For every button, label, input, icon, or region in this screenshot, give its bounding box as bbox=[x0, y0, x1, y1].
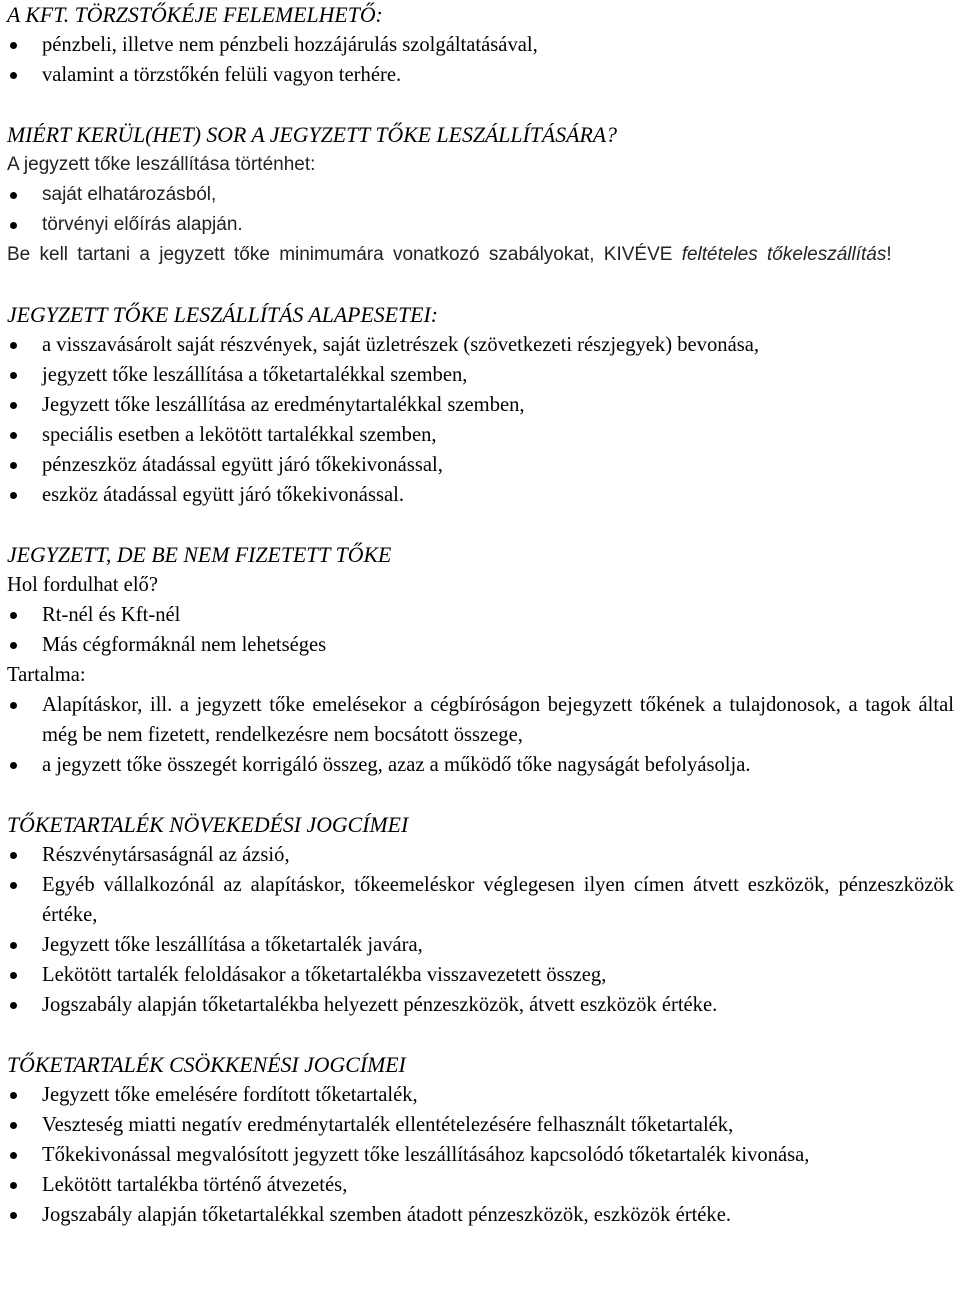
list-item: Alapításkor, ill. a jegyzett tőke emelésekor a cégbíróságon bejegyzett tőkének a tulajdonosok, a tagok által még be nem fizetett, rendelkezésre nem bocsátott összege, bbox=[7, 690, 954, 750]
bullet-list bbox=[7, 330, 954, 510]
bullet-icon bbox=[10, 1122, 17, 1129]
list-item: Jegyzett tőke emelésére fordított tőketartalék, bbox=[7, 1080, 954, 1110]
note-text: Be kell tartani a jegyzett tőke minimumára vonatkozó szabályokat, KIVÉVE feltételes tőkeleszállítás! bbox=[7, 244, 892, 265]
section-miert bbox=[7, 120, 954, 270]
bullet-list bbox=[7, 1080, 954, 1230]
bullet-icon bbox=[10, 942, 17, 949]
bullet-icon bbox=[10, 1092, 17, 1099]
bullet-list bbox=[7, 840, 954, 1020]
spacer bbox=[7, 1020, 954, 1050]
bullet-icon bbox=[10, 432, 17, 439]
bullet-icon bbox=[10, 1002, 17, 1009]
section-tt-csokkenes bbox=[7, 1050, 954, 1230]
list-item: Rt-nél és Kft-nél bbox=[7, 600, 954, 630]
bullet-icon bbox=[10, 462, 17, 469]
spacer bbox=[7, 90, 954, 120]
section-be-nem-fizetett bbox=[7, 540, 954, 780]
list-item: pénzbeli, illetve nem pénzbeli hozzájárulás szolgáltatásával, bbox=[7, 30, 954, 60]
bullet-icon bbox=[10, 612, 17, 619]
list-item: Tőkekivonással megvalósított jegyzett tőke leszállításához kapcsolódó tőketartalék kivonása, bbox=[7, 1140, 954, 1170]
bullet-list bbox=[7, 690, 954, 780]
list-item: a jegyzett tőke összegét korrigáló összeg, azaz a működő tőke nagyságát befolyásolja. bbox=[7, 750, 954, 780]
bullet-icon bbox=[10, 642, 17, 649]
section-heading: MIÉRT KERÜL(HET) SOR A JEGYZETT TŐKE LESZÁLLÍTÁSÁRA? bbox=[7, 123, 617, 147]
bullet-list bbox=[7, 600, 954, 660]
bullet-icon bbox=[10, 402, 17, 409]
bullet-icon bbox=[10, 222, 17, 229]
bullet-icon bbox=[10, 492, 17, 499]
section-heading: TŐKETARTALÉK CSÖKKENÉSI JOGCÍMEI bbox=[7, 1053, 406, 1077]
list-item: saját elhatározásból, bbox=[7, 180, 954, 210]
list-item: törvényi előírás alapján. bbox=[7, 210, 954, 240]
list-item: a visszavásárolt saját részvények, saját üzletrészek (szövetkezeti részjegyek) bevonása, bbox=[7, 330, 954, 360]
list-item: Részvénytársaságnál az ázsió, bbox=[7, 840, 954, 870]
bullet-icon bbox=[10, 372, 17, 379]
bullet-icon bbox=[10, 972, 17, 979]
list-item: Egyéb vállalkozónál az alapításkor, tőkeemeléskor véglegesen ilyen címen átvett eszközök, pénzeszközök értéke, bbox=[7, 870, 954, 930]
bullet-icon bbox=[10, 762, 17, 769]
bullet-icon bbox=[10, 1182, 17, 1189]
bullet-icon bbox=[10, 1212, 17, 1219]
intro-text: A jegyzett tőke leszállítása történhet: bbox=[7, 154, 316, 175]
section-heading: JEGYZETT TŐKE LESZÁLLÍTÁS ALAPESETEI: bbox=[7, 303, 438, 327]
list-item: Veszteség miatti negatív eredménytartalék ellentételezésére felhasznált tőketartalék, bbox=[7, 1110, 954, 1140]
list-item: speciális esetben a lekötött tartalékkal szemben, bbox=[7, 420, 954, 450]
list-item: Jegyzett tőke leszállítása a tőketartalék javára, bbox=[7, 930, 954, 960]
section-heading: A KFT. TÖRZSTŐKÉJE FELEMELHETŐ: bbox=[7, 3, 383, 27]
question-text: Hol fordulhat elő? bbox=[7, 574, 158, 596]
list-item: Jegyzett tőke leszállítása az eredménytartalékkal szemben, bbox=[7, 390, 954, 420]
bullet-icon bbox=[10, 882, 17, 889]
section-heading: JEGYZETT, DE BE NEM FIZETETT TŐKE bbox=[7, 543, 392, 567]
section-heading: TŐKETARTALÉK NÖVEKEDÉSI JOGCÍMEI bbox=[7, 813, 409, 837]
bullet-icon bbox=[10, 72, 17, 79]
section-tt-novekedes bbox=[7, 810, 954, 1020]
section-alapesetei bbox=[7, 300, 954, 510]
list-item: Lekötött tartalék feloldásakor a tőketartalékba visszavezetett összeg, bbox=[7, 960, 954, 990]
bullet-icon bbox=[10, 342, 17, 349]
bullet-icon bbox=[10, 1152, 17, 1159]
list-item: Lekötött tartalékba történő átvezetés, bbox=[7, 1170, 954, 1200]
bullet-icon bbox=[10, 42, 17, 49]
bullet-icon bbox=[10, 702, 17, 709]
bullet-icon bbox=[10, 852, 17, 859]
bullet-list bbox=[7, 180, 954, 240]
list-item: eszköz átadással együtt járó tőkekivonással. bbox=[7, 480, 954, 510]
spacer bbox=[7, 270, 954, 300]
list-item: Jogszabály alapján tőketartalékkal szemben átadott pénzeszközök, eszközök értéke. bbox=[7, 1200, 954, 1230]
question-text: Tartalma: bbox=[7, 664, 86, 686]
list-item: jegyzett tőke leszállítása a tőketartalékkal szemben, bbox=[7, 360, 954, 390]
bullet-list bbox=[7, 30, 954, 90]
list-item: Jogszabály alapján tőketartalékba helyezett pénzeszközök, átvett eszközök értéke. bbox=[7, 990, 954, 1020]
section-torzstoke bbox=[7, 0, 954, 90]
bullet-icon bbox=[10, 192, 17, 199]
spacer bbox=[7, 780, 954, 810]
spacer bbox=[7, 510, 954, 540]
list-item: valamint a törzstőkén felüli vagyon terhére. bbox=[7, 60, 954, 90]
list-item: Más cégformáknál nem lehetséges bbox=[7, 630, 954, 660]
list-item: pénzeszköz átadással együtt járó tőkekivonással, bbox=[7, 450, 954, 480]
